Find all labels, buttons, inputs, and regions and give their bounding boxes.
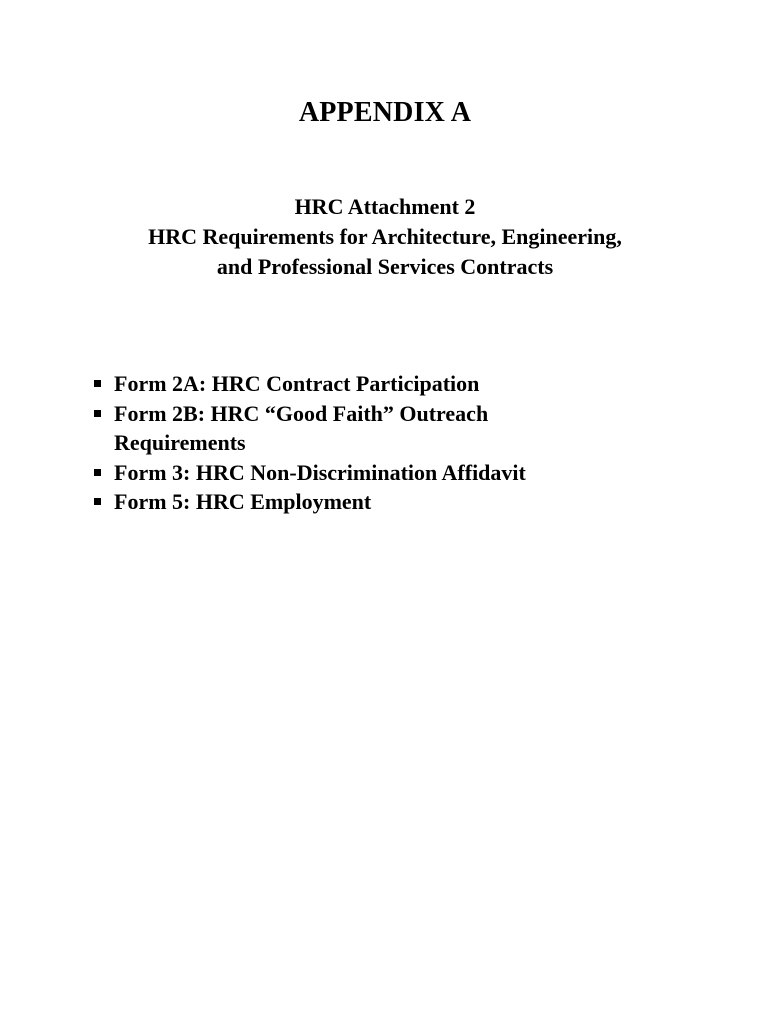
- attachment-title: HRC Attachment 2: [294, 194, 476, 219]
- form-label: Form 2B: HRC “Good Faith” Outreach: [114, 400, 489, 426]
- square-bullet-icon: [94, 469, 101, 476]
- list-item-form-2b: [90, 399, 710, 458]
- form-label-continuation: Requirements: [114, 430, 246, 455]
- attachment-heading: [0, 192, 770, 282]
- forms-list: [90, 369, 710, 517]
- attachment-subtitle-line-1: HRC Requirements for Architecture, Engineering,: [148, 224, 622, 249]
- list-item-form-2a: [90, 369, 710, 399]
- square-bullet-icon: [94, 498, 101, 505]
- appendix-title: APPENDIX A: [298, 97, 472, 128]
- square-bullet-icon: [94, 410, 101, 417]
- list-item-form-5: [90, 487, 710, 517]
- list-item-form-3: [90, 458, 710, 488]
- form-label: Form 3: HRC Non-Discrimination Affidavit: [114, 459, 526, 485]
- form-label: Form 5: HRC Employment: [114, 489, 372, 514]
- attachment-subtitle-line-2: and Professional Services Contracts: [216, 254, 554, 279]
- square-bullet-icon: [94, 380, 101, 387]
- form-label: Form 2A: HRC Contract Participation: [114, 371, 480, 396]
